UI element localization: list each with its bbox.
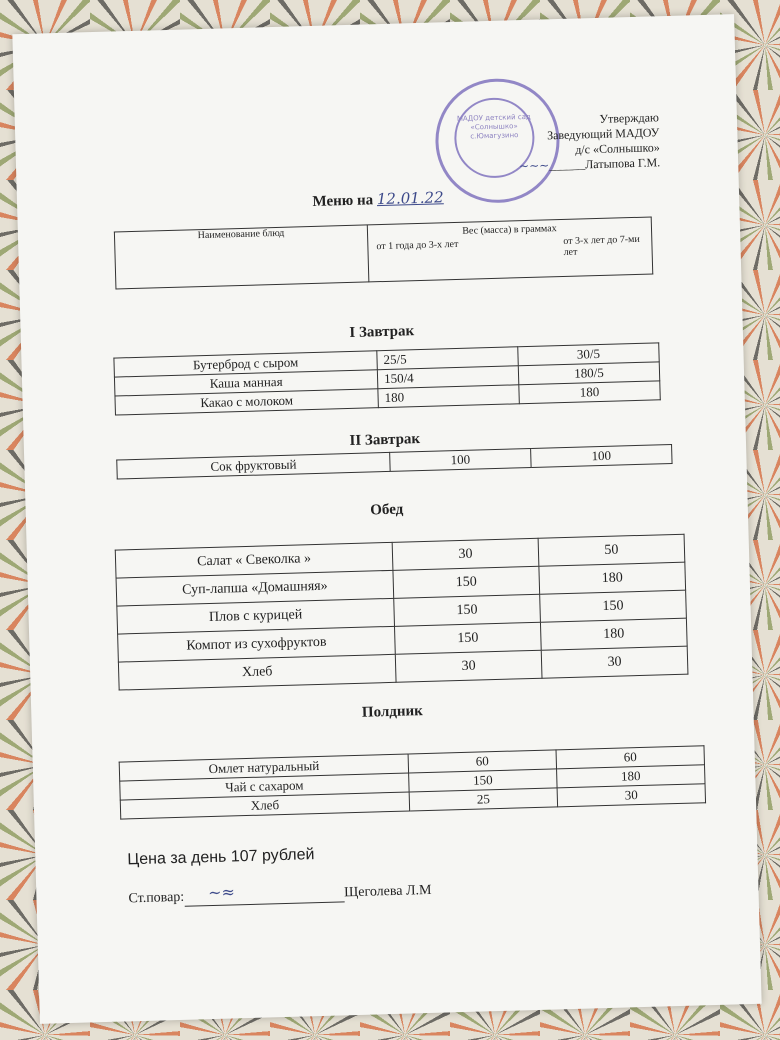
- table-lunch: [115, 534, 689, 691]
- approval-line-3: д/с «Солнышко»: [575, 140, 660, 157]
- table-row: Плов с курицей 150 150: [117, 590, 687, 634]
- approval-block: [518, 110, 661, 174]
- menu-title: Меню на 12.01.22: [312, 188, 444, 210]
- stamp-text: МАДОУ детский сад «Солнышко» с.Юмагузино: [453, 97, 535, 179]
- table-row: Чай с сахаром 150 180: [120, 765, 705, 800]
- cook-name: Щеголева Л.М: [343, 882, 432, 901]
- header-age-1: от 1 года до 3-х лет: [376, 238, 459, 253]
- table-row: Какао с молоком 180 180: [115, 381, 660, 415]
- menu-sheet: [12, 14, 761, 1024]
- table-row: Суп-лапша «Домашняя» 150 180: [116, 562, 686, 606]
- table-row: Сок фруктовый 100 100: [117, 445, 672, 479]
- section-title-breakfast2: II Завтрак: [349, 431, 421, 450]
- header-dish-name: Наименование блюд: [114, 225, 368, 289]
- approval-line-4: ∼∼∼______Латыпова Г.М.: [518, 155, 661, 174]
- section-title-breakfast1: I Завтрак: [349, 323, 415, 341]
- cook-signature-line: [128, 883, 431, 908]
- table-breakfast1: [113, 342, 660, 415]
- section-title-snack: Полдник: [361, 703, 424, 721]
- approval-line-1: Утверждаю: [599, 110, 660, 126]
- header-weight: Вес (масса) в граммах от 1 года до 3-х лет от 3-х лет до 7-ми лет: [367, 217, 652, 282]
- table-row: Компот из сухофруктов 150 180: [118, 618, 688, 662]
- cook-label: Ст.повар:: [128, 889, 185, 907]
- section-title-lunch: Обед: [370, 501, 404, 519]
- table-row: Омлет натуральный 60 60: [119, 746, 704, 781]
- table-row: Бутерброд с сыром 25/5 30/5: [114, 343, 659, 377]
- approval-line-2: Заведующий МАДОУ: [546, 125, 660, 143]
- table-row: Хлеб 25 30: [120, 784, 705, 819]
- header-age-2: от 3-х лет до 7-ми лет: [563, 233, 640, 258]
- table-row: Каша манная 150/4 180/5: [114, 362, 659, 396]
- table-snack: [119, 745, 706, 819]
- daily-price: Цена за день 107 рублей: [127, 846, 315, 869]
- table-row: Хлеб 30 30: [118, 646, 688, 690]
- menu-date: 12.01.22: [376, 188, 444, 209]
- director-signature: ∼∼∼: [518, 158, 550, 174]
- table-row: Салат « Свеколка » 30 50: [115, 534, 685, 578]
- header-table: [114, 216, 653, 289]
- cook-signature: ∼≈: [207, 882, 236, 903]
